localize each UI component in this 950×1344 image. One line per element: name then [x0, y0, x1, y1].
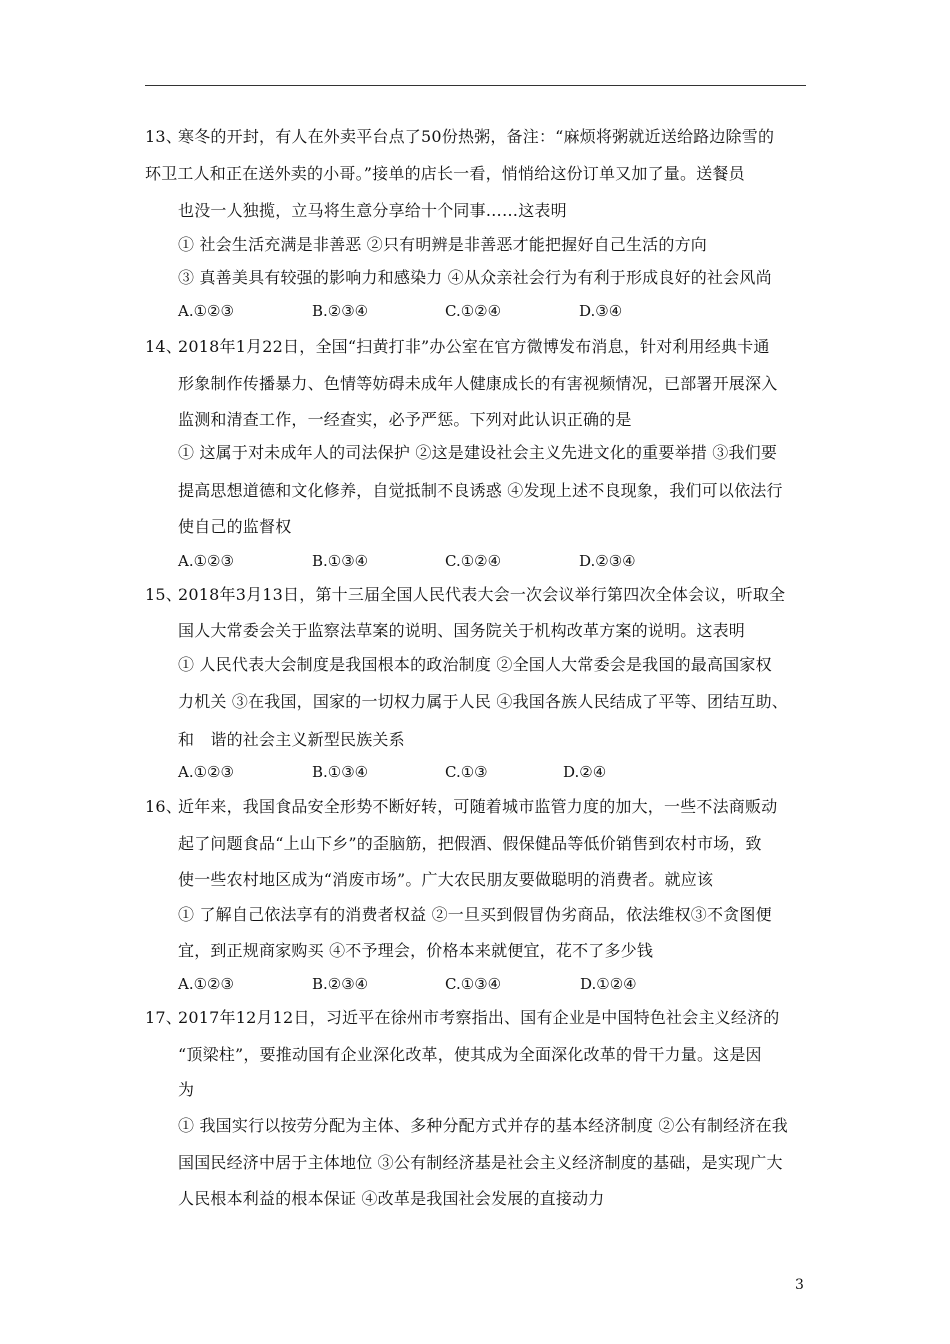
question-text-line: 人民根本利益的根本保证 ④改革是我国社会发展的直接动力	[178, 1189, 605, 1208]
question-number: 15、	[145, 585, 182, 604]
option-b: B.①③④	[312, 763, 369, 781]
question-text-line: 监测和清查工作，一经查实，必予严惩。下列对此认识正确的是	[178, 410, 632, 429]
question-text-line: 2018年1月22日，全国“扫黄打非”办公室在官方微博发布消息，针对利用经典卡通	[178, 337, 770, 356]
question-number: 14、	[145, 337, 182, 356]
question-text-line: 也没一人独揽，立马将生意分享给十个同事……这表明	[178, 201, 567, 220]
option-d: D.③④	[579, 302, 623, 320]
question-text-line: 寒冬的开封，有人在外卖平台点了50份热粥，备注：“麻烦将粥就近送给路边除雪的	[178, 127, 775, 146]
question-text-line: 使自己的监督权	[178, 517, 292, 536]
question-text-line: 宜，到正规商家购买 ④不予理会，价格本来就便宜，花不了多少钱	[178, 941, 654, 960]
option-a: A.①②③	[178, 302, 234, 320]
option-c: C.①②④	[445, 552, 502, 570]
question-text-line: 形象制作传播暴力、色情等妨碍未成年人健康成长的有害视频情况，已部署开展深入	[178, 374, 778, 393]
question-number: 13、	[145, 127, 182, 146]
question-text-line: 2017年12月12日，习近平在徐州市考察指出、国有企业是中国特色社会主义经济的	[178, 1008, 780, 1027]
question-text-line: 环卫工人和正在送外卖的小哥。”接单的店长一看，悄悄给这份订单又加了量。送餐员	[145, 164, 745, 183]
question-text-line: ① 人民代表大会制度是我国根本的政治制度 ②全国人大常委会是我国的最高国家权	[178, 655, 772, 674]
option-c: C.①②④	[445, 302, 502, 320]
question-text-line: ① 这属于对未成年人的司法保护 ②这是建设社会主义先进文化的重要举措 ③我们要	[178, 443, 778, 462]
option-b: B.②③④	[312, 302, 369, 320]
option-d: D.②④	[563, 763, 607, 781]
option-d: D.①②④	[580, 975, 637, 993]
question-text-line: 近年来，我国食品安全形势不断好转，可随着城市监管力度的加大，一些不法商贩动	[178, 797, 778, 816]
option-b: B.②③④	[312, 975, 369, 993]
header-rule	[145, 85, 806, 86]
option-b: B.①③④	[312, 552, 369, 570]
question-text-line: 2018年3月13日，第十三届全国人民代表大会一次会议举行第四次全体会议，听取全	[178, 585, 786, 604]
option-c: C.①③	[445, 763, 488, 781]
option-d: D.②③④	[579, 552, 636, 570]
question-text-line: 提高思想道德和文化修养，自觉抵制不良诱惑 ④发现上述不良现象，我们可以依法行	[178, 481, 783, 500]
question-text-line: 力机关 ③在我国，国家的一切权力属于人民 ④我国各族人民结成了平等、团结互助、	[178, 692, 788, 711]
question-number: 16、	[145, 797, 182, 816]
option-a: A.①②③	[178, 552, 234, 570]
question-text-line: 国国民经济中居于主体地位 ③公有制经济基是社会主义经济制度的基础，是实现广大	[178, 1153, 783, 1172]
question-text-line: ③ 真善美具有较强的影响力和感染力 ④从众亲社会行为有利于形成良好的社会风尚	[178, 268, 772, 287]
question-text-line: “顶梁柱”，要推动国有企业深化改革，使其成为全面深化改革的骨干力量。这是因	[178, 1045, 762, 1064]
page-number: 3	[795, 1277, 804, 1293]
option-a: A.①②③	[178, 763, 234, 781]
question-text-line: 使一些农村地区成为“消废市场”。广大农民朋友要做聪明的消费者。就应该	[178, 870, 714, 889]
question-text-line: 国人大常委会关于监察法草案的说明、国务院关于机构改革方案的说明。这表明	[178, 621, 746, 640]
question-text-line: ① 我国实行以按劳分配为主体、多种分配方式并存的基本经济制度 ②公有制经济在我	[178, 1116, 788, 1135]
question-text-line: 和 谐的社会主义新型民族关系	[178, 730, 405, 749]
question-text-line: 起了问题食品“上山下乡”的歪脑筋，把假酒、假保健品等低价销售到农村市场，致	[178, 834, 762, 853]
question-number: 17、	[145, 1008, 182, 1027]
question-text-line: ① 社会生活充满是非善恶 ②只有明辨是非善恶才能把握好自己生活的方向	[178, 235, 707, 254]
question-text-line: ① 了解自己依法享有的消费者权益 ②一旦买到假冒伪劣商品，依法维权③不贪图便	[178, 905, 772, 924]
option-a: A.①②③	[178, 975, 234, 993]
option-c: C.①③④	[445, 975, 502, 993]
question-text-line: 为	[178, 1080, 195, 1099]
